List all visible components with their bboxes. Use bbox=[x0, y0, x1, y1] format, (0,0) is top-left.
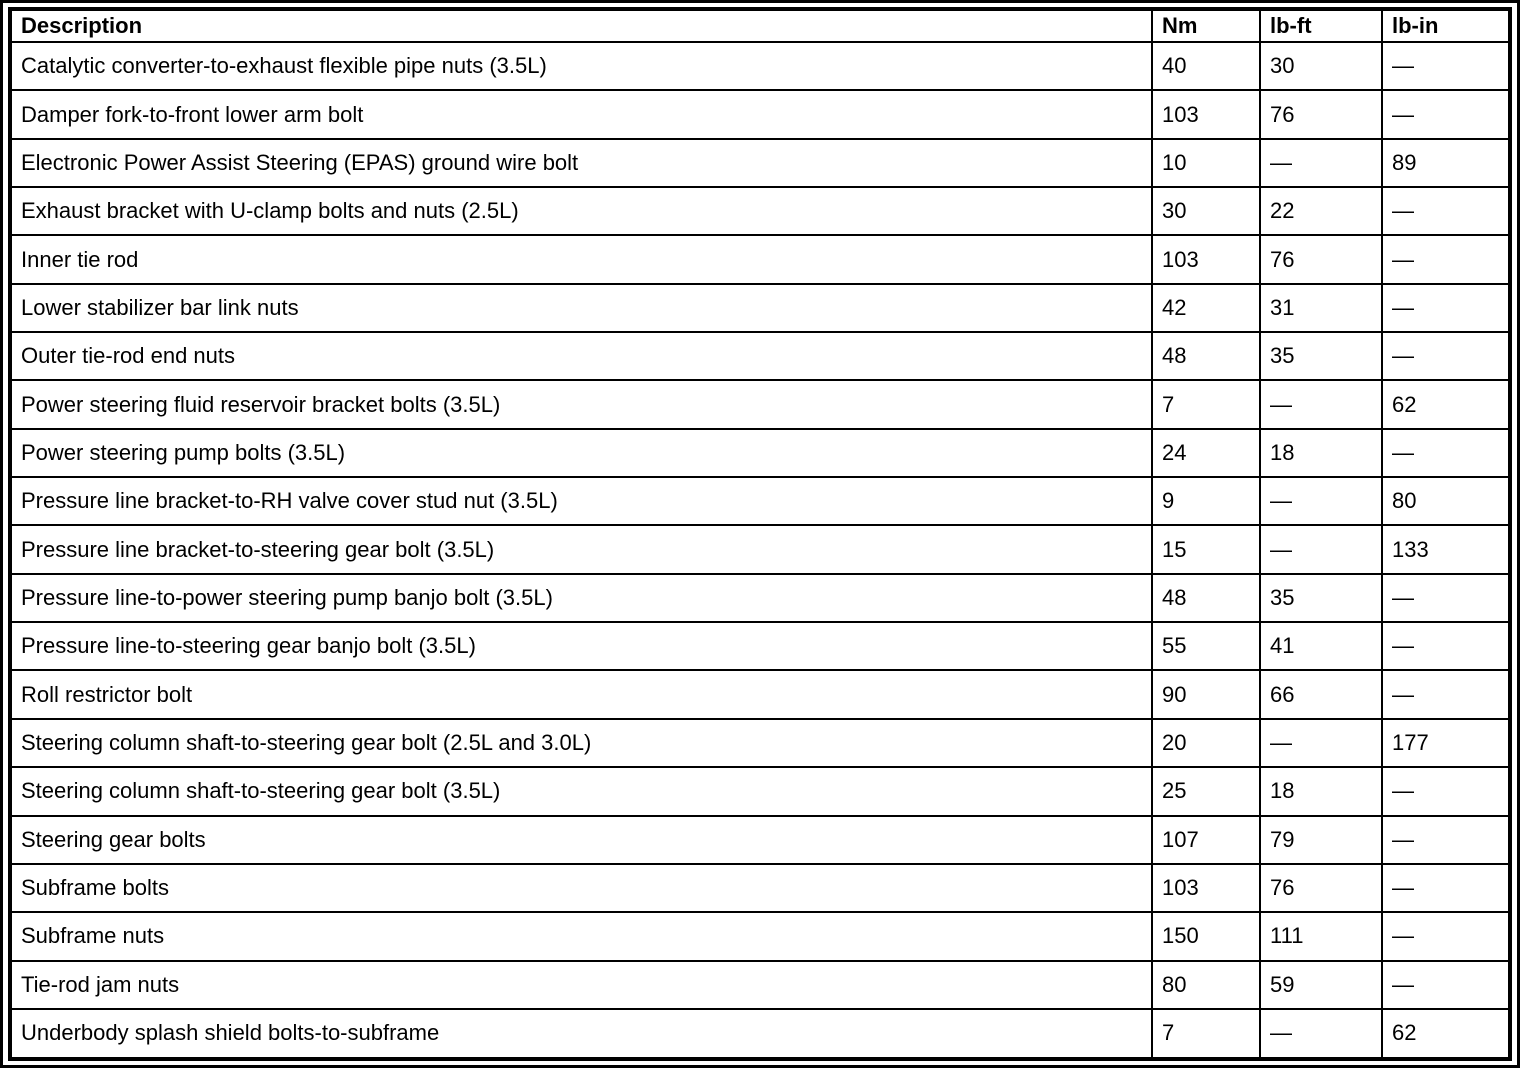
table-header bbox=[10, 9, 1510, 42]
lb-ft-value-cell: 66 bbox=[1260, 670, 1382, 718]
description-cell: Steering gear bolts bbox=[10, 816, 1152, 864]
description-cell: Steering column shaft-to-steering gear bolt (3.5L) bbox=[10, 767, 1152, 815]
lb-ft-value-cell: — bbox=[1260, 477, 1382, 525]
description-cell: Pressure line bracket-to-steering gear bolt (3.5L) bbox=[10, 525, 1152, 573]
table-row bbox=[10, 90, 1510, 138]
table-row bbox=[10, 767, 1510, 815]
table-row bbox=[10, 864, 1510, 912]
lb-ft-value-cell: 59 bbox=[1260, 961, 1382, 1009]
table-row bbox=[10, 429, 1510, 477]
nm-value-cell: 55 bbox=[1152, 622, 1260, 670]
nm-value-cell: 9 bbox=[1152, 477, 1260, 525]
nm-value-cell: 107 bbox=[1152, 816, 1260, 864]
lb-in-value-cell: — bbox=[1382, 284, 1510, 332]
lb-in-value-cell: — bbox=[1382, 332, 1510, 380]
table-row bbox=[10, 235, 1510, 283]
description-cell: Power steering fluid reservoir bracket bolts (3.5L) bbox=[10, 380, 1152, 428]
description-cell: Exhaust bracket with U-clamp bolts and nuts (2.5L) bbox=[10, 187, 1152, 235]
description-cell: Roll restrictor bolt bbox=[10, 670, 1152, 718]
lb-in-value-cell: 62 bbox=[1382, 1009, 1510, 1059]
table-row bbox=[10, 719, 1510, 767]
lb-ft-value-cell: — bbox=[1260, 719, 1382, 767]
nm-value-cell: 15 bbox=[1152, 525, 1260, 573]
lb-in-value-cell: — bbox=[1382, 429, 1510, 477]
table-row bbox=[10, 961, 1510, 1009]
lb-in-value-cell: — bbox=[1382, 622, 1510, 670]
description-cell: Outer tie-rod end nuts bbox=[10, 332, 1152, 380]
nm-value-cell: 103 bbox=[1152, 235, 1260, 283]
description-cell: Pressure line bracket-to-RH valve cover stud nut (3.5L) bbox=[10, 477, 1152, 525]
lb-in-value-cell: — bbox=[1382, 961, 1510, 1009]
lb-in-value-cell: 89 bbox=[1382, 139, 1510, 187]
table-row bbox=[10, 1009, 1510, 1059]
lb-in-value-cell: 177 bbox=[1382, 719, 1510, 767]
table-row bbox=[10, 42, 1510, 90]
description-cell: Lower stabilizer bar link nuts bbox=[10, 284, 1152, 332]
lb-ft-value-cell: 30 bbox=[1260, 42, 1382, 90]
lb-ft-value-cell: 35 bbox=[1260, 332, 1382, 380]
nm-value-cell: 30 bbox=[1152, 187, 1260, 235]
description-cell: Subframe bolts bbox=[10, 864, 1152, 912]
description-cell: Power steering pump bolts (3.5L) bbox=[10, 429, 1152, 477]
nm-value-cell: 103 bbox=[1152, 90, 1260, 138]
description-cell: Tie-rod jam nuts bbox=[10, 961, 1152, 1009]
lb-ft-value-cell: 18 bbox=[1260, 429, 1382, 477]
table-row bbox=[10, 139, 1510, 187]
description-cell: Pressure line-to-steering gear banjo bolt (3.5L) bbox=[10, 622, 1152, 670]
nm-value-cell: 42 bbox=[1152, 284, 1260, 332]
description-cell: Catalytic converter-to-exhaust flexible pipe nuts (3.5L) bbox=[10, 42, 1152, 90]
nm-value-cell: 150 bbox=[1152, 912, 1260, 960]
nm-value-cell: 7 bbox=[1152, 380, 1260, 428]
column-header-lb-in: lb-in bbox=[1382, 9, 1510, 42]
table-row bbox=[10, 525, 1510, 573]
lb-in-value-cell: — bbox=[1382, 767, 1510, 815]
column-header-lb-ft: lb-ft bbox=[1260, 9, 1382, 42]
lb-ft-value-cell: 31 bbox=[1260, 284, 1382, 332]
lb-ft-value-cell: 22 bbox=[1260, 187, 1382, 235]
nm-value-cell: 48 bbox=[1152, 332, 1260, 380]
lb-ft-value-cell: 41 bbox=[1260, 622, 1382, 670]
nm-value-cell: 48 bbox=[1152, 574, 1260, 622]
lb-ft-value-cell: 35 bbox=[1260, 574, 1382, 622]
description-cell: Pressure line-to-power steering pump banjo bolt (3.5L) bbox=[10, 574, 1152, 622]
lb-ft-value-cell: 111 bbox=[1260, 912, 1382, 960]
lb-ft-value-cell: — bbox=[1260, 139, 1382, 187]
lb-in-value-cell: — bbox=[1382, 187, 1510, 235]
table-body bbox=[10, 42, 1510, 1059]
lb-ft-value-cell: — bbox=[1260, 1009, 1382, 1059]
description-cell: Inner tie rod bbox=[10, 235, 1152, 283]
description-cell: Steering column shaft-to-steering gear bolt (2.5L and 3.0L) bbox=[10, 719, 1152, 767]
nm-value-cell: 80 bbox=[1152, 961, 1260, 1009]
nm-value-cell: 103 bbox=[1152, 864, 1260, 912]
table-row bbox=[10, 187, 1510, 235]
column-header-nm: Nm bbox=[1152, 9, 1260, 42]
description-cell: Subframe nuts bbox=[10, 912, 1152, 960]
torque-spec-table bbox=[8, 7, 1512, 1061]
table-row bbox=[10, 622, 1510, 670]
lb-in-value-cell: — bbox=[1382, 42, 1510, 90]
table-row bbox=[10, 380, 1510, 428]
lb-in-value-cell: — bbox=[1382, 90, 1510, 138]
table-row bbox=[10, 912, 1510, 960]
description-cell: Underbody splash shield bolts-to-subframe bbox=[10, 1009, 1152, 1059]
nm-value-cell: 24 bbox=[1152, 429, 1260, 477]
lb-in-value-cell: 62 bbox=[1382, 380, 1510, 428]
lb-in-value-cell: — bbox=[1382, 816, 1510, 864]
lb-in-value-cell: 133 bbox=[1382, 525, 1510, 573]
nm-value-cell: 40 bbox=[1152, 42, 1260, 90]
nm-value-cell: 25 bbox=[1152, 767, 1260, 815]
lb-ft-value-cell: 76 bbox=[1260, 235, 1382, 283]
lb-ft-value-cell: 76 bbox=[1260, 864, 1382, 912]
lb-in-value-cell: — bbox=[1382, 912, 1510, 960]
nm-value-cell: 10 bbox=[1152, 139, 1260, 187]
lb-in-value-cell: — bbox=[1382, 235, 1510, 283]
lb-ft-value-cell: — bbox=[1260, 380, 1382, 428]
lb-ft-value-cell: 79 bbox=[1260, 816, 1382, 864]
table-row bbox=[10, 574, 1510, 622]
table-row bbox=[10, 670, 1510, 718]
description-cell: Electronic Power Assist Steering (EPAS) ground wire bolt bbox=[10, 139, 1152, 187]
nm-value-cell: 90 bbox=[1152, 670, 1260, 718]
nm-value-cell: 7 bbox=[1152, 1009, 1260, 1059]
table-row bbox=[10, 816, 1510, 864]
table-row bbox=[10, 284, 1510, 332]
lb-ft-value-cell: 18 bbox=[1260, 767, 1382, 815]
description-cell: Damper fork-to-front lower arm bolt bbox=[10, 90, 1152, 138]
column-header-description: Description bbox=[10, 9, 1152, 42]
lb-ft-value-cell: 76 bbox=[1260, 90, 1382, 138]
lb-in-value-cell: 80 bbox=[1382, 477, 1510, 525]
lb-ft-value-cell: — bbox=[1260, 525, 1382, 573]
lb-in-value-cell: — bbox=[1382, 670, 1510, 718]
lb-in-value-cell: — bbox=[1382, 864, 1510, 912]
table-row bbox=[10, 332, 1510, 380]
header-row bbox=[10, 9, 1510, 42]
table-row bbox=[10, 477, 1510, 525]
lb-in-value-cell: — bbox=[1382, 574, 1510, 622]
nm-value-cell: 20 bbox=[1152, 719, 1260, 767]
